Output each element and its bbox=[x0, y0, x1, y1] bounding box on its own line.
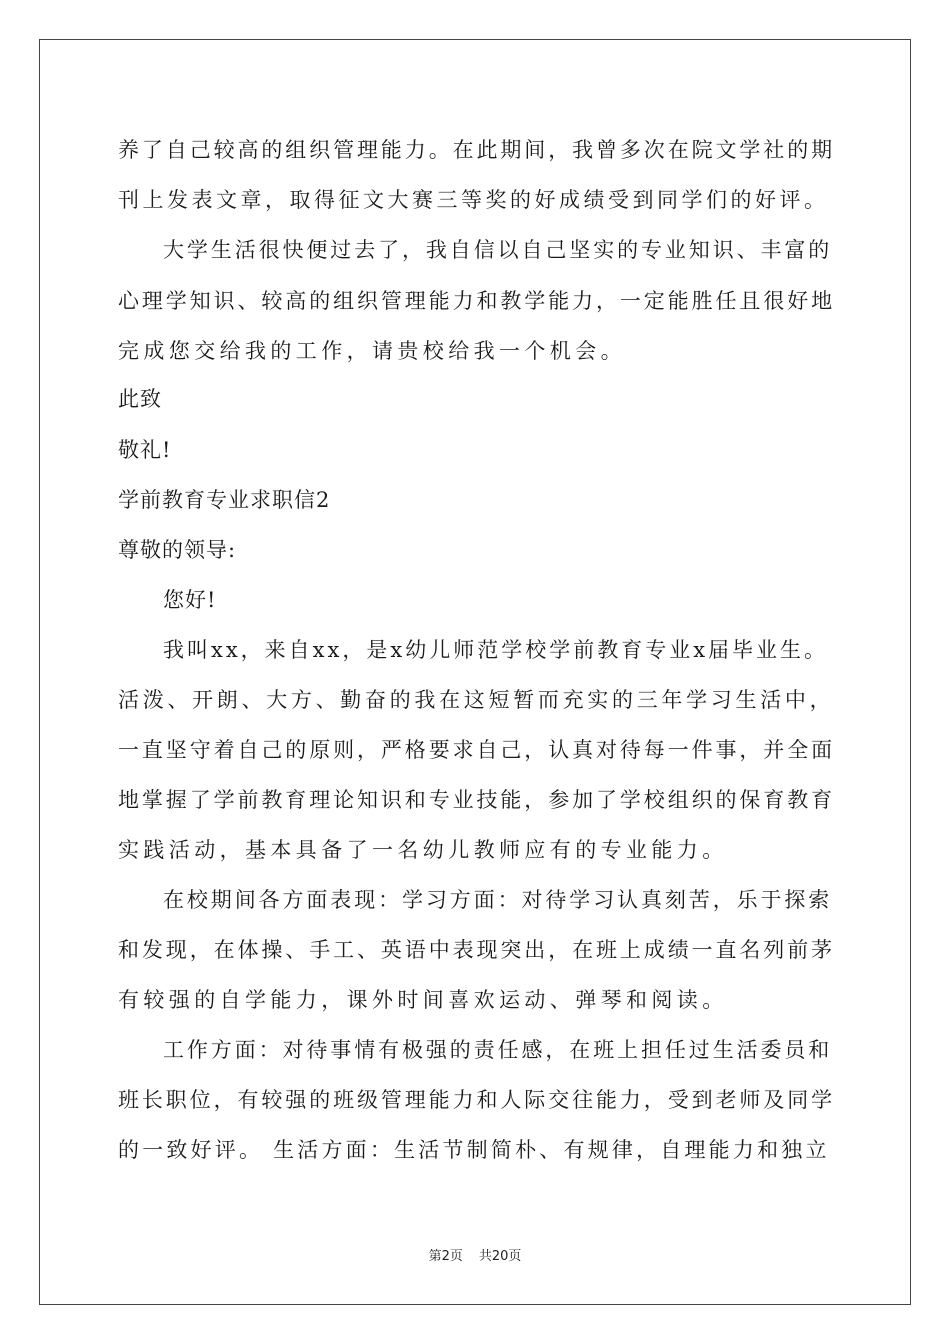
paragraph-line: 养了自己较高的组织管理能力。在此期间，我曾多次在院文学社的期 bbox=[118, 138, 835, 162]
paragraph-line: 实践活动，基本具备了一名幼儿教师应有的专业能力。 bbox=[118, 838, 728, 862]
paragraph-line: 班长职位，有较强的班级管理能力和人际交往能力，受到老师及同学 bbox=[118, 1088, 835, 1112]
paragraph-line: 和发现，在体操、手工、英语中表现突出，在班上成绩一直名列前茅 bbox=[118, 938, 835, 962]
closing-line: 此致 bbox=[118, 387, 162, 411]
page-total: 共20页 bbox=[478, 1249, 522, 1264]
paragraph-line: 工作方面：对待事情有极强的责任感，在班上担任过生活委员和 bbox=[163, 1038, 833, 1062]
paragraph-line: 地掌握了学前教育理论知识和专业技能，参加了学校组织的保育教育 bbox=[118, 788, 835, 812]
page-border bbox=[39, 39, 911, 1305]
paragraph-line: 有较强的自学能力，课外时间喜欢运动、弹琴和阅读。 bbox=[118, 988, 728, 1012]
page-number: 第2页 bbox=[428, 1249, 463, 1264]
letter-title: 学前教育专业求职信2 bbox=[118, 488, 331, 512]
paragraph-line: 活泼、开朗、大方、勤奋的我在这短暂而充实的三年学习生活中， bbox=[118, 688, 835, 712]
paragraph-line: 我叫xx，来自xx，是x幼儿师范学校学前教育专业x届毕业生。 bbox=[163, 638, 829, 662]
paragraph-line: 刊上发表文章，取得征文大赛三等奖的好成绩受到同学们的好评。 bbox=[118, 188, 829, 212]
paragraph-line: 完成您交给我的工作，请贵校给我一个机会。 bbox=[118, 339, 626, 363]
paragraph-line: 的一致好评。 生活方面：生活节制简朴、有规律，自理能力和独立 bbox=[118, 1138, 830, 1162]
page-footer bbox=[0, 1249, 950, 1265]
salutation-line: 敬礼! bbox=[118, 438, 172, 462]
greeting-line: 尊敬的领导: bbox=[118, 538, 237, 562]
paragraph-line: 一直坚守着自己的原则，严格要求自己，认真对待每一件事，并全面 bbox=[118, 738, 835, 762]
greeting-line: 您好! bbox=[163, 588, 217, 612]
paragraph-line: 在校期间各方面表现：学习方面：对待学习认真刻苦，乐于探索 bbox=[163, 888, 833, 912]
paragraph-line: 大学生活很快便过去了，我自信以自己坚实的专业知识、丰富的 bbox=[163, 238, 833, 262]
paragraph-line: 心理学知识、较高的组织管理能力和教学能力，一定能胜任且很好地 bbox=[118, 289, 835, 313]
